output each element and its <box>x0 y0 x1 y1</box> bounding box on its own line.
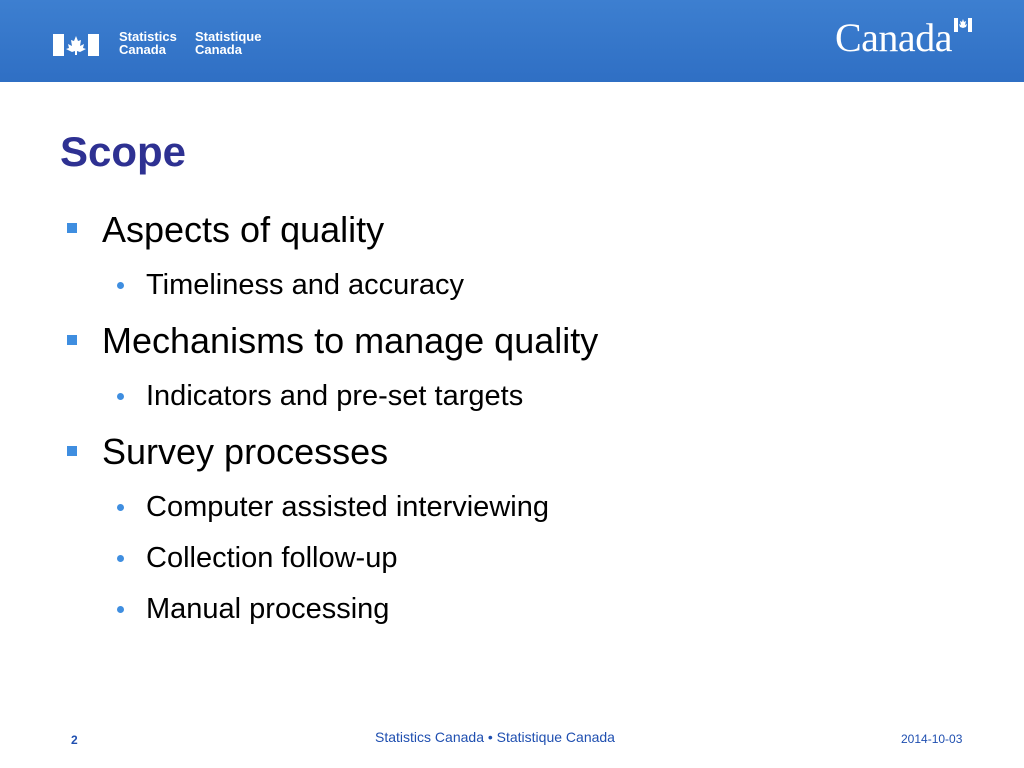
bullet-text: Survey processes <box>102 431 389 472</box>
bullet-text: Indicators and pre-set targets <box>146 380 524 412</box>
dot-bullet-icon <box>117 555 124 562</box>
header-banner <box>0 0 1024 82</box>
agency-name-french <box>195 30 261 56</box>
dot-bullet-icon <box>117 393 124 400</box>
agency-fr-line1: Statistique <box>195 29 262 44</box>
dot-bullet-icon <box>117 606 124 613</box>
agency-en-line1: Statistics <box>119 29 177 44</box>
square-bullet-icon <box>67 446 77 456</box>
bullet-text: Computer assisted interviewing <box>146 491 549 523</box>
dot-bullet-icon <box>117 504 124 511</box>
agency-fr-line2: Canada <box>195 42 242 57</box>
footer-agency-text: Statistics Canada • Statistique Canada <box>375 729 615 745</box>
footer-date: 2014-10-03 <box>901 732 963 746</box>
bullet-text: Timeliness and accuracy <box>146 269 465 301</box>
page-number: 2 <box>71 733 78 747</box>
bullet-text: Collection follow-up <box>146 542 398 574</box>
bullet-text: Manual processing <box>146 593 390 625</box>
square-bullet-icon <box>67 335 77 345</box>
canada-flag-icon <box>53 34 99 56</box>
square-bullet-icon <box>67 223 77 233</box>
canada-wordmark: Canada <box>835 15 952 60</box>
agency-en-line2: Canada <box>119 42 166 57</box>
bullet-text: Aspects of quality <box>102 209 385 250</box>
agency-name-english <box>119 30 177 56</box>
bullet-text: Mechanisms to manage quality <box>102 320 599 361</box>
slide-title: Scope <box>60 128 187 175</box>
wordmark-flag-icon <box>954 18 972 32</box>
dot-bullet-icon <box>117 282 124 289</box>
